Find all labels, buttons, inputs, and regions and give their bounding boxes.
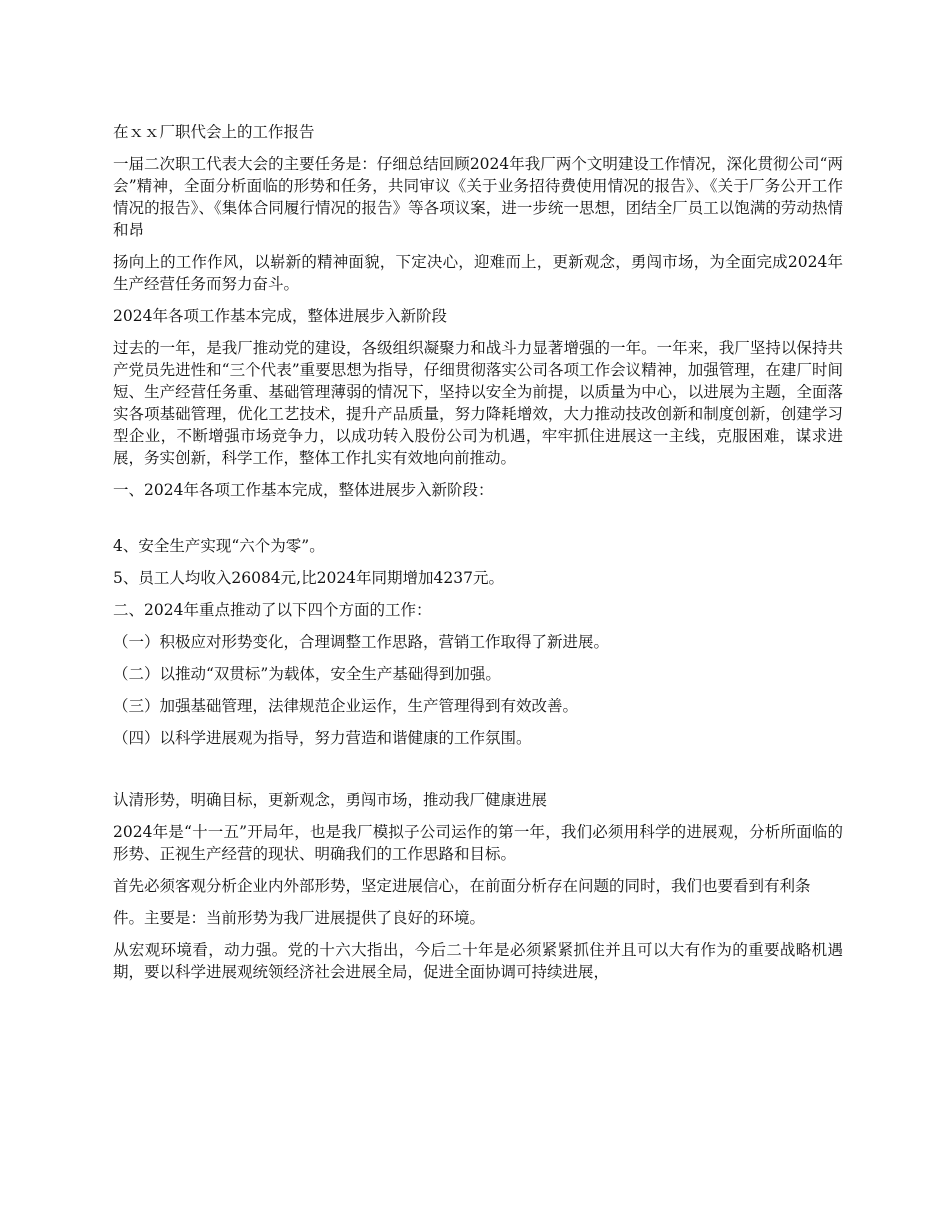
list-item-4: 4、安全生产实现“六个为零”。	[113, 537, 325, 555]
work-item-4: （四）以科学进展观为指导，努力营造和谐健康的工作氛围。	[113, 729, 532, 747]
work-item-3: （三）加强基础管理，法律规范企业运作，生产管理得到有效改善。	[113, 697, 579, 715]
list-item-5: 5、员工人均收入26084元,比2024年同期增加4237元。	[113, 569, 504, 587]
paragraph-analysis: 首先必须客观分析企业内外部形势，坚定进展信心，在前面分析存在问题的同时，我们也要看到有利条	[113, 877, 811, 895]
paragraph-macro-environment: 从宏观环境看，动力强。党的十六大指出，今后二十年是必须紧紧抓住并且可以大有作为的重要战略机遇期，要以科学进展观统领经济社会进展全局，促进全面协调可持续进展，	[113, 941, 843, 981]
list-heading-two: 二、2024年重点推动了以下四个方面的工作：	[113, 601, 432, 619]
work-item-1: （一）积极应对形势变化，合理调整工作思路，营销工作取得了新进展。	[113, 633, 610, 651]
list-heading-one: 一、2024年各项工作基本完成，整体进展步入新阶段：	[113, 481, 494, 499]
document-page	[113, 121, 843, 993]
paragraph-year-plan: 2024年是“十一五”开局年，也是我厂模拟子公司运作的第一年，我们必须用科学的进展观，分析所面临的形势、正视生产经营的现状、明确我们的工作思路和目标。	[113, 823, 843, 863]
document-title: 在ｘｘ厂职代会上的工作报告	[113, 123, 315, 141]
section-heading-situation: 认清形势，明确目标，更新观念，勇闯市场，推动我厂健康进展	[113, 791, 548, 809]
paragraph-intro: 一届二次职工代表大会的主要任务是：仔细总结回顾2024年我厂两个文明建设工作情况，深化贯彻公司“两会”精神，全面分析面临的形势和任务，共同审议《关于业务招待费使用情况的报告》、《关于厂务公开工作情况的报告》、《集体合同履行情况的报告》等各项议案，进一步统一思想，团结全厂员工以饱满的劳动热情和昂	[113, 155, 843, 239]
paragraph-intro-continued: 扬向上的工作作风，以崭新的精神面貌，下定决心，迎难而上，更新观念，勇闯市场，为全面完成2024年生产经营任务而努力奋斗。	[113, 253, 843, 293]
paragraph-analysis-continued: 件。主要是：当前形势为我厂进展提供了良好的环境。	[113, 909, 486, 927]
section-heading-progress: 2024年各项工作基本完成，整体进展步入新阶段	[113, 307, 447, 325]
paragraph-review: 过去的一年，是我厂推动党的建设，各级组织凝聚力和战斗力显著增强的一年。一年来，我厂坚持以保持共产党员先进性和“三个代表”重要思想为指导，仔细贯彻落实公司各项工作会议精神，加强管理，在建厂时间短、生产经营任务重、基础管理薄弱的情况下，坚持以安全为前提，以质量为中心，以进展为主题，全面落实各项基础管理，优化工艺技术，提升产品质量，努力降耗增效，大力推动技改创新和制度创新，创建学习型企业，不断增强市场竞争力，以成功转入股份公司为机遇，牢牢抓住进展这一主线，克服困难，谋求进展，务实创新，科学工作，整体工作扎实有效地向前推动。	[113, 339, 843, 467]
work-item-2: （二）以推动“双贯标”为载体，安全生产基础得到加强。	[113, 665, 501, 683]
